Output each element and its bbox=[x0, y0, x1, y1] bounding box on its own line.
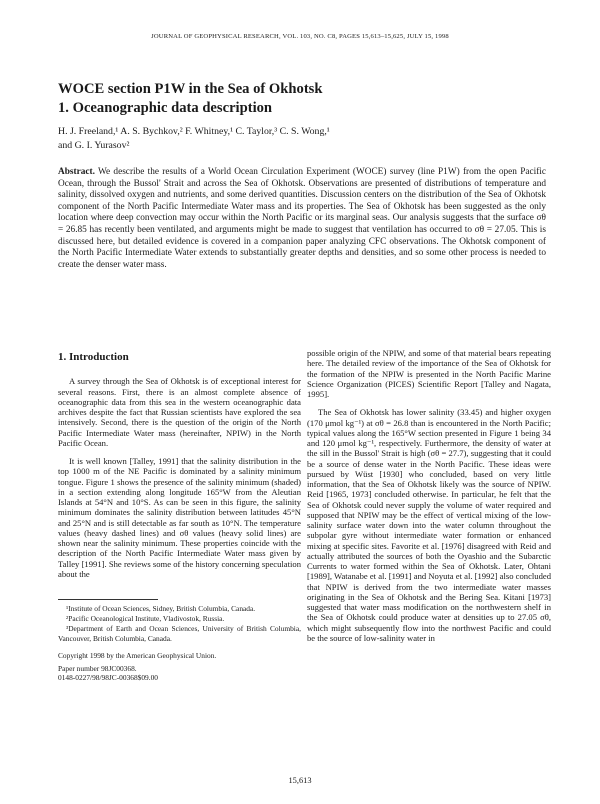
footnote-2: ²Pacific Oceanological Institute, Vladivostok, Russia. bbox=[66, 614, 225, 624]
footnote-divider bbox=[58, 599, 158, 600]
abstract-text: We describe the results of a World Ocean Circulation Experiment (WOCE) survey (line P1W) from the open Pacific Ocean, through the Bussol' Strait and across the Sea of Okhotsk. Observations are presented of distributions of temperature and salinity, dissolved oxygen and nutrients, and some derived quantities. Discussion centers on the distribution of the Sea of Okhotsk component of the North Pacific Intermediate Water mass and its properties. The Sea of Okhotsk has been suggested as the only location where deep convection may occur within the North Pacific or its marginal seas. Our analysis suggests that the surface σθ = 26.85 has recently been ventilated, and arguments might be made to suggest that ventilation has occurred to σθ = 27.05. This is discussed here, but detailed evidence is covered in a companion paper analyzing CFC observations. The Okhotsk component of the North Pacific Intermediate Water extends to substantially greater depths and densities, and so some other process is needed to create the denser water mass. bbox=[58, 167, 547, 270]
paper-number bbox=[58, 664, 301, 682]
issn-code: 0148-0227/98/98JC-00368$09.00 bbox=[58, 673, 158, 683]
title-line-2: 1. Oceanographic data description bbox=[58, 100, 273, 116]
journal-header: JOURNAL OF GEOPHYSICAL RESEARCH, VOL. 103, NO. C8, PAGES 15,613–15,625, JULY 15, 1998 bbox=[151, 33, 449, 40]
page-number: 15,613 bbox=[288, 776, 312, 785]
right-paragraph-2: The Sea of Okhotsk has lower salinity (33.45) and higher oxygen (170 μmol kg⁻¹) at σθ = 26.8 than is encountered in the North Pacific; typical values along the 165°W section presented in Figure 1 being 34 and 120 μmol kg⁻¹, respectively. Furthermore, the density of water at the sill in the Bussol' Strait is high (σθ = 27.7), suggesting that it could be a source of dense water in the North Pacific. These ideas were pursued by Wüst [1930] who concluded, based on very little information, that the Sea of Okhotsk likely was the source of NPIW. Reid [1965, 1973] concluded otherwise. In particular, he felt that the Sea of Okhotsk could never supply the volume of water required and supposed that NPIW may be the effect of vertical mixing of the low-salinity surface water down into the water column throughout the subpolar gyre without intermediate water formation or enhanced mixing at specific sites. Favorite et al. [1976] disagreed with Reid and actually attributed the sources of both the Oyashio and the Subarctic Currents to water formed within the Sea of Okhotsk. Later, Ohtani [1989], Watanabe et al. [1991] and Noyuta et al. [1992] also concluded that NPIW is derived from the two intermediate water masses originating in the Sea of Okhotsk and the Bering Sea. Kitani [1973] suggested that water mass modification on the northwestern shelf in the Sea of Okhotsk could produce water at densities up to 27.05 σθ, which might subsequently flow into the northwest Pacific and could be the source of low-salinity water in bbox=[307, 407, 551, 643]
author-list bbox=[58, 125, 538, 153]
copyright-notice: Copyright 1998 by the American Geophysical Union. bbox=[58, 650, 217, 660]
paper-title bbox=[58, 80, 322, 118]
title-line-1: WOCE section P1W in the Sea of Okhotsk bbox=[58, 81, 323, 97]
footnote-1: ¹Institute of Ocean Sciences, Sidney, British Columbia, Canada. bbox=[66, 604, 256, 613]
right-paragraph-1: possible origin of the NPIW, and some of that material bears repeating here. The detailed review of the importance of the Sea of Okhotsk for the formation of the NPIW is presented in the North Pacific Marine Science Organization (PICES) Scientific Report [Talley and Nagata, 1995]. bbox=[307, 348, 551, 399]
section-heading: 1. Introduction bbox=[58, 351, 129, 363]
authors-line-2: and G. I. Yurasov² bbox=[58, 140, 130, 151]
abstract bbox=[58, 167, 546, 271]
paper-number-text: Paper number 98JC00368. bbox=[58, 664, 137, 674]
intro-paragraph-2: It is well known [Talley, 1991] that the salinity distribution in the top 1000 m of the NE Pacific is dominated by a salinity minimum tongue. Figure 1 shows the presence of the salinity minimum (shaded) in a section extending along longitude 165°W from the Aleutian Islands at 54°N and 10°S. As can be seen in this figure, the salinity minimum dominates the salinity distribution between latitudes 45°N and 25°N and is still detectable as far south as 10°N. The temperature values (heavy dashed lines) and σθ values (heavy solid lines) are shown near the salinity minimum. These properties coincide with the description of the North Pacific Intermediate Water mass given by Talley [1991]. She reviews some of the history concerning speculation about the bbox=[58, 456, 301, 579]
intro-paragraph-1: A survey through the Sea of Okhotsk is of exceptional interest for several reasons. First, there is an almost complete absence of oceanographic data from this sea in the western oceanographic data archives despite the fact that Russian scientists have explored the sea intensively. Second, there is the question of the origin of the North Pacific Intermediate Water mass (hereinafter, NPIW) in the North Pacific Ocean. bbox=[58, 376, 301, 448]
left-column bbox=[58, 352, 301, 682]
footnote-3: ³Department of Earth and Ocean Sciences, University of British Columbia, Vancouver, British Columbia, Canada. bbox=[58, 624, 301, 643]
abstract-label: Abstract. bbox=[58, 167, 95, 177]
authors-line-1: H. J. Freeland,¹ A. S. Bychkov,² F. Whitney,¹ C. Taylor,³ C. S. Wong,¹ bbox=[58, 126, 330, 137]
right-column bbox=[307, 348, 551, 643]
